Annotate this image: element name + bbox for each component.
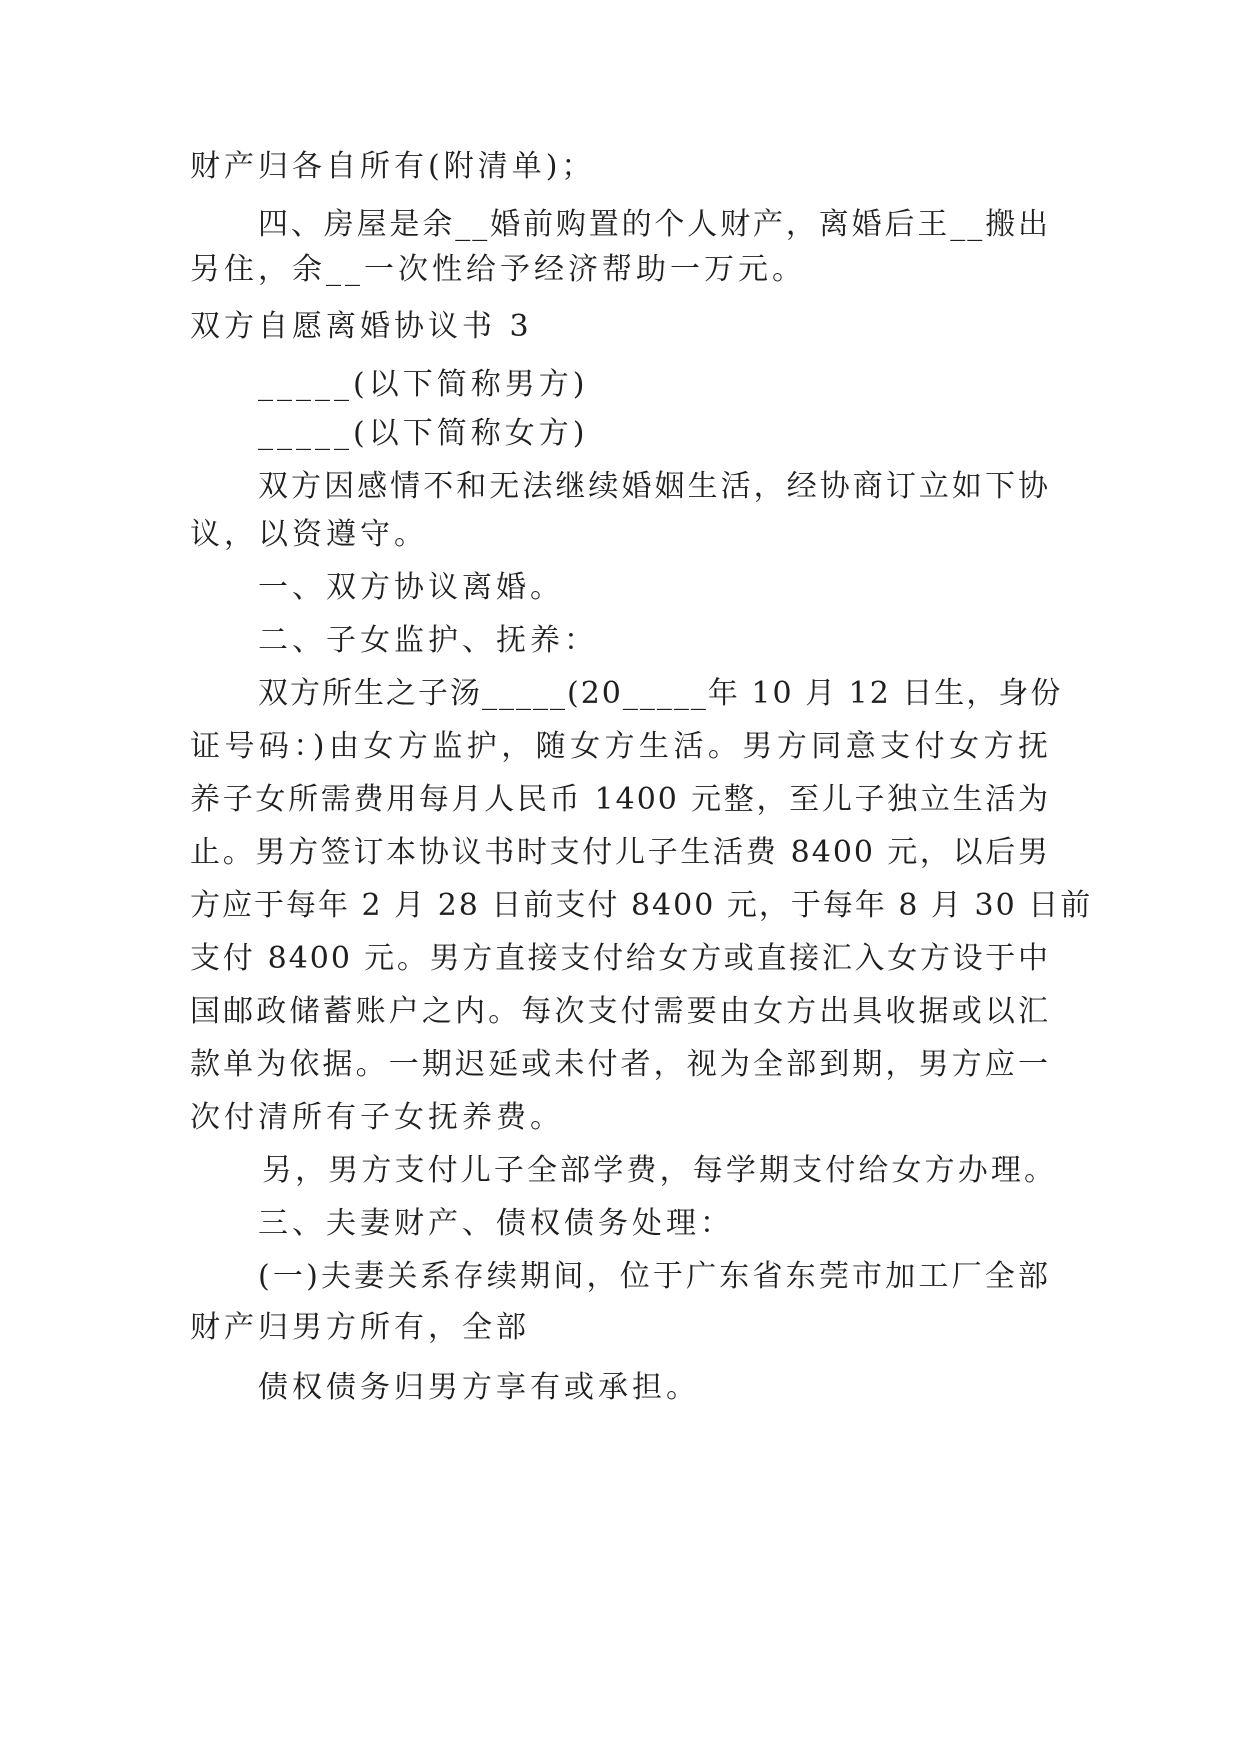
text-line-2: 四、房屋是余__婚前购置的个人财产，离婚后王__搬出	[258, 207, 1050, 242]
party-male-line: _____(以下简称男方)	[258, 367, 589, 402]
text-line-12: 证号码：)由女方监护，随女方生活。男方同意支付女方抚	[190, 729, 1050, 764]
text-line-20: 另，男方支付儿子全部学费，每学期支付给女方办理。	[262, 1153, 1056, 1188]
clause-1: 一、双方协议离婚。	[258, 570, 564, 605]
text-line-11: 双方所生之子汤_____(20_____年 10 月 12 日生，身份	[258, 676, 1063, 711]
text-line-8: 议，以资遵守。	[190, 517, 428, 552]
text-line-18: 款单为依据。一期迟延或未付者，视为全部到期，男方应一	[190, 1047, 1050, 1082]
text-line-19: 次付清所有子女抚养费。	[190, 1100, 564, 1135]
section-heading: 双方自愿离婚协议书 3	[190, 309, 533, 344]
text-line-1: 财产归各自所有(附清单)；	[190, 149, 596, 184]
text-line-15: 方应于每年 2 月 28 日前支付 8400 元，于每年 8 月 30 日前	[190, 888, 1093, 923]
text-line-16: 支付 8400 元。男方直接支付给女方或直接汇入女方设于中	[190, 941, 1050, 976]
text-line-7: 双方因感情不和无法继续婚姻生活，经协商订立如下协	[258, 469, 1050, 504]
clause-3-heading: 三、夫妻财产、债权债务处理：	[258, 1206, 734, 1241]
text-line-17: 国邮政储蓄账户之内。每次支付需要由女方出具收据或以汇	[190, 994, 1050, 1029]
text-line-23: 财产归男方所有，全部	[190, 1310, 530, 1345]
text-line-24: 债权债务归男方享有或承担。	[258, 1370, 700, 1405]
clause-2-heading: 二、子女监护、抚养：	[258, 623, 598, 658]
text-line-13: 养子女所需费用每月人民币 1400 元整，至儿子独立生活为	[190, 782, 1050, 817]
text-line-22: (一)夫妻关系存续期间，位于广东省东莞市加工厂全部	[258, 1259, 1050, 1294]
party-female-line: _____(以下简称女方)	[258, 416, 589, 451]
text-line-3: 另住，余__一次性给予经济帮助一万元。	[190, 252, 806, 287]
text-line-14: 止。男方签订本协议书时支付儿子生活费 8400 元，以后男	[190, 835, 1050, 870]
